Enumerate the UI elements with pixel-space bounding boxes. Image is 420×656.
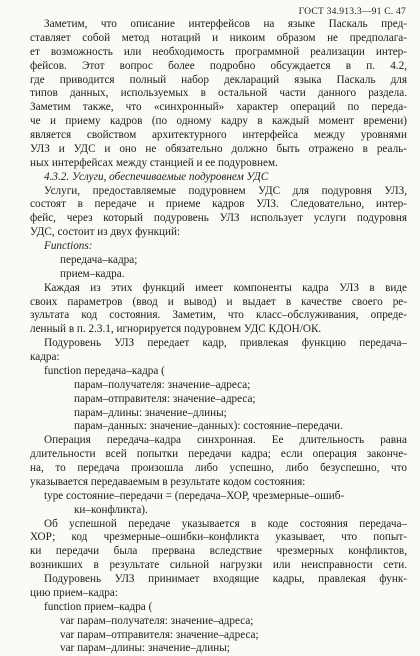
text-line: зультата код состояния. Заметим, что класс–обслуживания, опреде- — [30, 309, 407, 322]
text-line: var парам–получателя: значение–адреса; — [60, 614, 254, 627]
text-line: типов данных, используемых в остальной части данного раздела. — [30, 87, 407, 100]
text-line: ки–конфликта). — [74, 503, 148, 516]
text-line: ных интерфейсах между станцией и ее подуровнем. — [30, 156, 278, 169]
text-line: передача–кадра; — [60, 253, 138, 266]
page-header: ГОСТ 34.913.3—91 С. 47 — [298, 6, 406, 17]
text-line: Подуровень УЛЗ принимает входящие кадры, правлекая функ- — [44, 573, 407, 585]
text-line: парам–длины: значение–длины; — [74, 406, 227, 419]
text-line: фейс, через который подуровень УЛЗ использует услуги подуровня — [30, 212, 407, 225]
text-line: своих параметров (ввод и вывод) и выдает в качестве своего ре- — [30, 295, 407, 308]
text-line: ленный в п. 2.3.1, игнорируется подуровнем УДС КДОН/ОК. — [30, 323, 322, 336]
text-line: Операция передача–кадра синхронная. Ее длительность равна — [44, 434, 407, 447]
text-line: где приводится полный набор деклараций языка Паскаль для — [30, 73, 407, 86]
text-line: Подуровень УЛЗ передает кадр, привлекая функцию передача– — [44, 337, 407, 350]
document-body — [30, 18, 407, 656]
text-line: че и приему кадров (по одному кадру в каждый момент времени) — [30, 115, 407, 128]
text-line: фейсов. Этот вопрос более подробно обсуждается в п. 4.2, — [30, 59, 407, 72]
text-line: ставляет собой метод нотаций и никоим образом не предполага- — [30, 31, 407, 44]
text-line: кадра: — [30, 351, 60, 363]
text-line: Заметим также, что «синхронный» характер операций по переда- — [30, 101, 407, 114]
text-line: Каждая из этих функций имеет компоненты кадра УЛЗ в виде — [44, 281, 407, 294]
text-line: указывается передаваемым в результате кодом состояния: — [30, 475, 306, 488]
text-line: УЛЗ и УДС и оно не обязательно должно быть отражено в реаль- — [30, 142, 407, 155]
text-line: состоят в передаче и приеме кадров УЛЗ. Следовательно, интер- — [30, 198, 407, 211]
text-line: ки передачи была прервана вследствие чрезмерных конфликтов, — [30, 545, 407, 558]
text-line: var парам–отправителя: значение–адреса; — [60, 628, 259, 641]
text-line: type состояние–передачи = (передача–ХОР, чрезмерные–ошиб- — [44, 489, 345, 502]
text-line: возникших в результате сильной нагрузки или неисправности сети. — [30, 559, 407, 572]
text-line: прием–кадра. — [60, 267, 125, 280]
text-line: ХОР; код чрезмерные–ошибки–конфликта указывает, что попыт- — [30, 531, 407, 544]
text-line: является свойством архитектурного интерфейса между уровнями — [30, 129, 407, 141]
text-line: Заметим, что описание интерфейсов на языке Паскаль пред- — [44, 18, 407, 30]
text-line: function передача–кадра ( — [44, 364, 165, 377]
text-line: Functions: — [44, 240, 93, 252]
text-line: парам–получателя: значение–адреса; — [74, 378, 251, 391]
text-line: Об успешной передаче указывается в коде состояния передача– — [44, 517, 407, 530]
text-line: длительности всей попытки передачи кадра; если операция законче- — [30, 448, 407, 461]
text-line: цию прием–кадра: — [30, 586, 118, 599]
text-line: УДС, состоит из двух функций: — [30, 226, 181, 239]
text-line: ет возможность или необходимость программной реализации интер- — [30, 45, 407, 58]
text-line: 4.3.2. Услуги, обеспечиваемые подуровнем УДС — [44, 170, 269, 183]
text-line: Услуги, предоставляемые подуровнем УДС для подуровня УЛЗ, — [44, 184, 407, 197]
text-line: парам–отправителя: значение–адреса; — [74, 392, 256, 405]
text-line: на, то передача произошла либо успешно, либо безуспешно, что — [30, 462, 407, 474]
text-line: var парам–длины: значение–длины; — [60, 642, 230, 655]
text-line: function прием–кадра ( — [44, 600, 153, 613]
text-line: парам–данных: значение–данных): состояние–передачи. — [74, 420, 343, 433]
